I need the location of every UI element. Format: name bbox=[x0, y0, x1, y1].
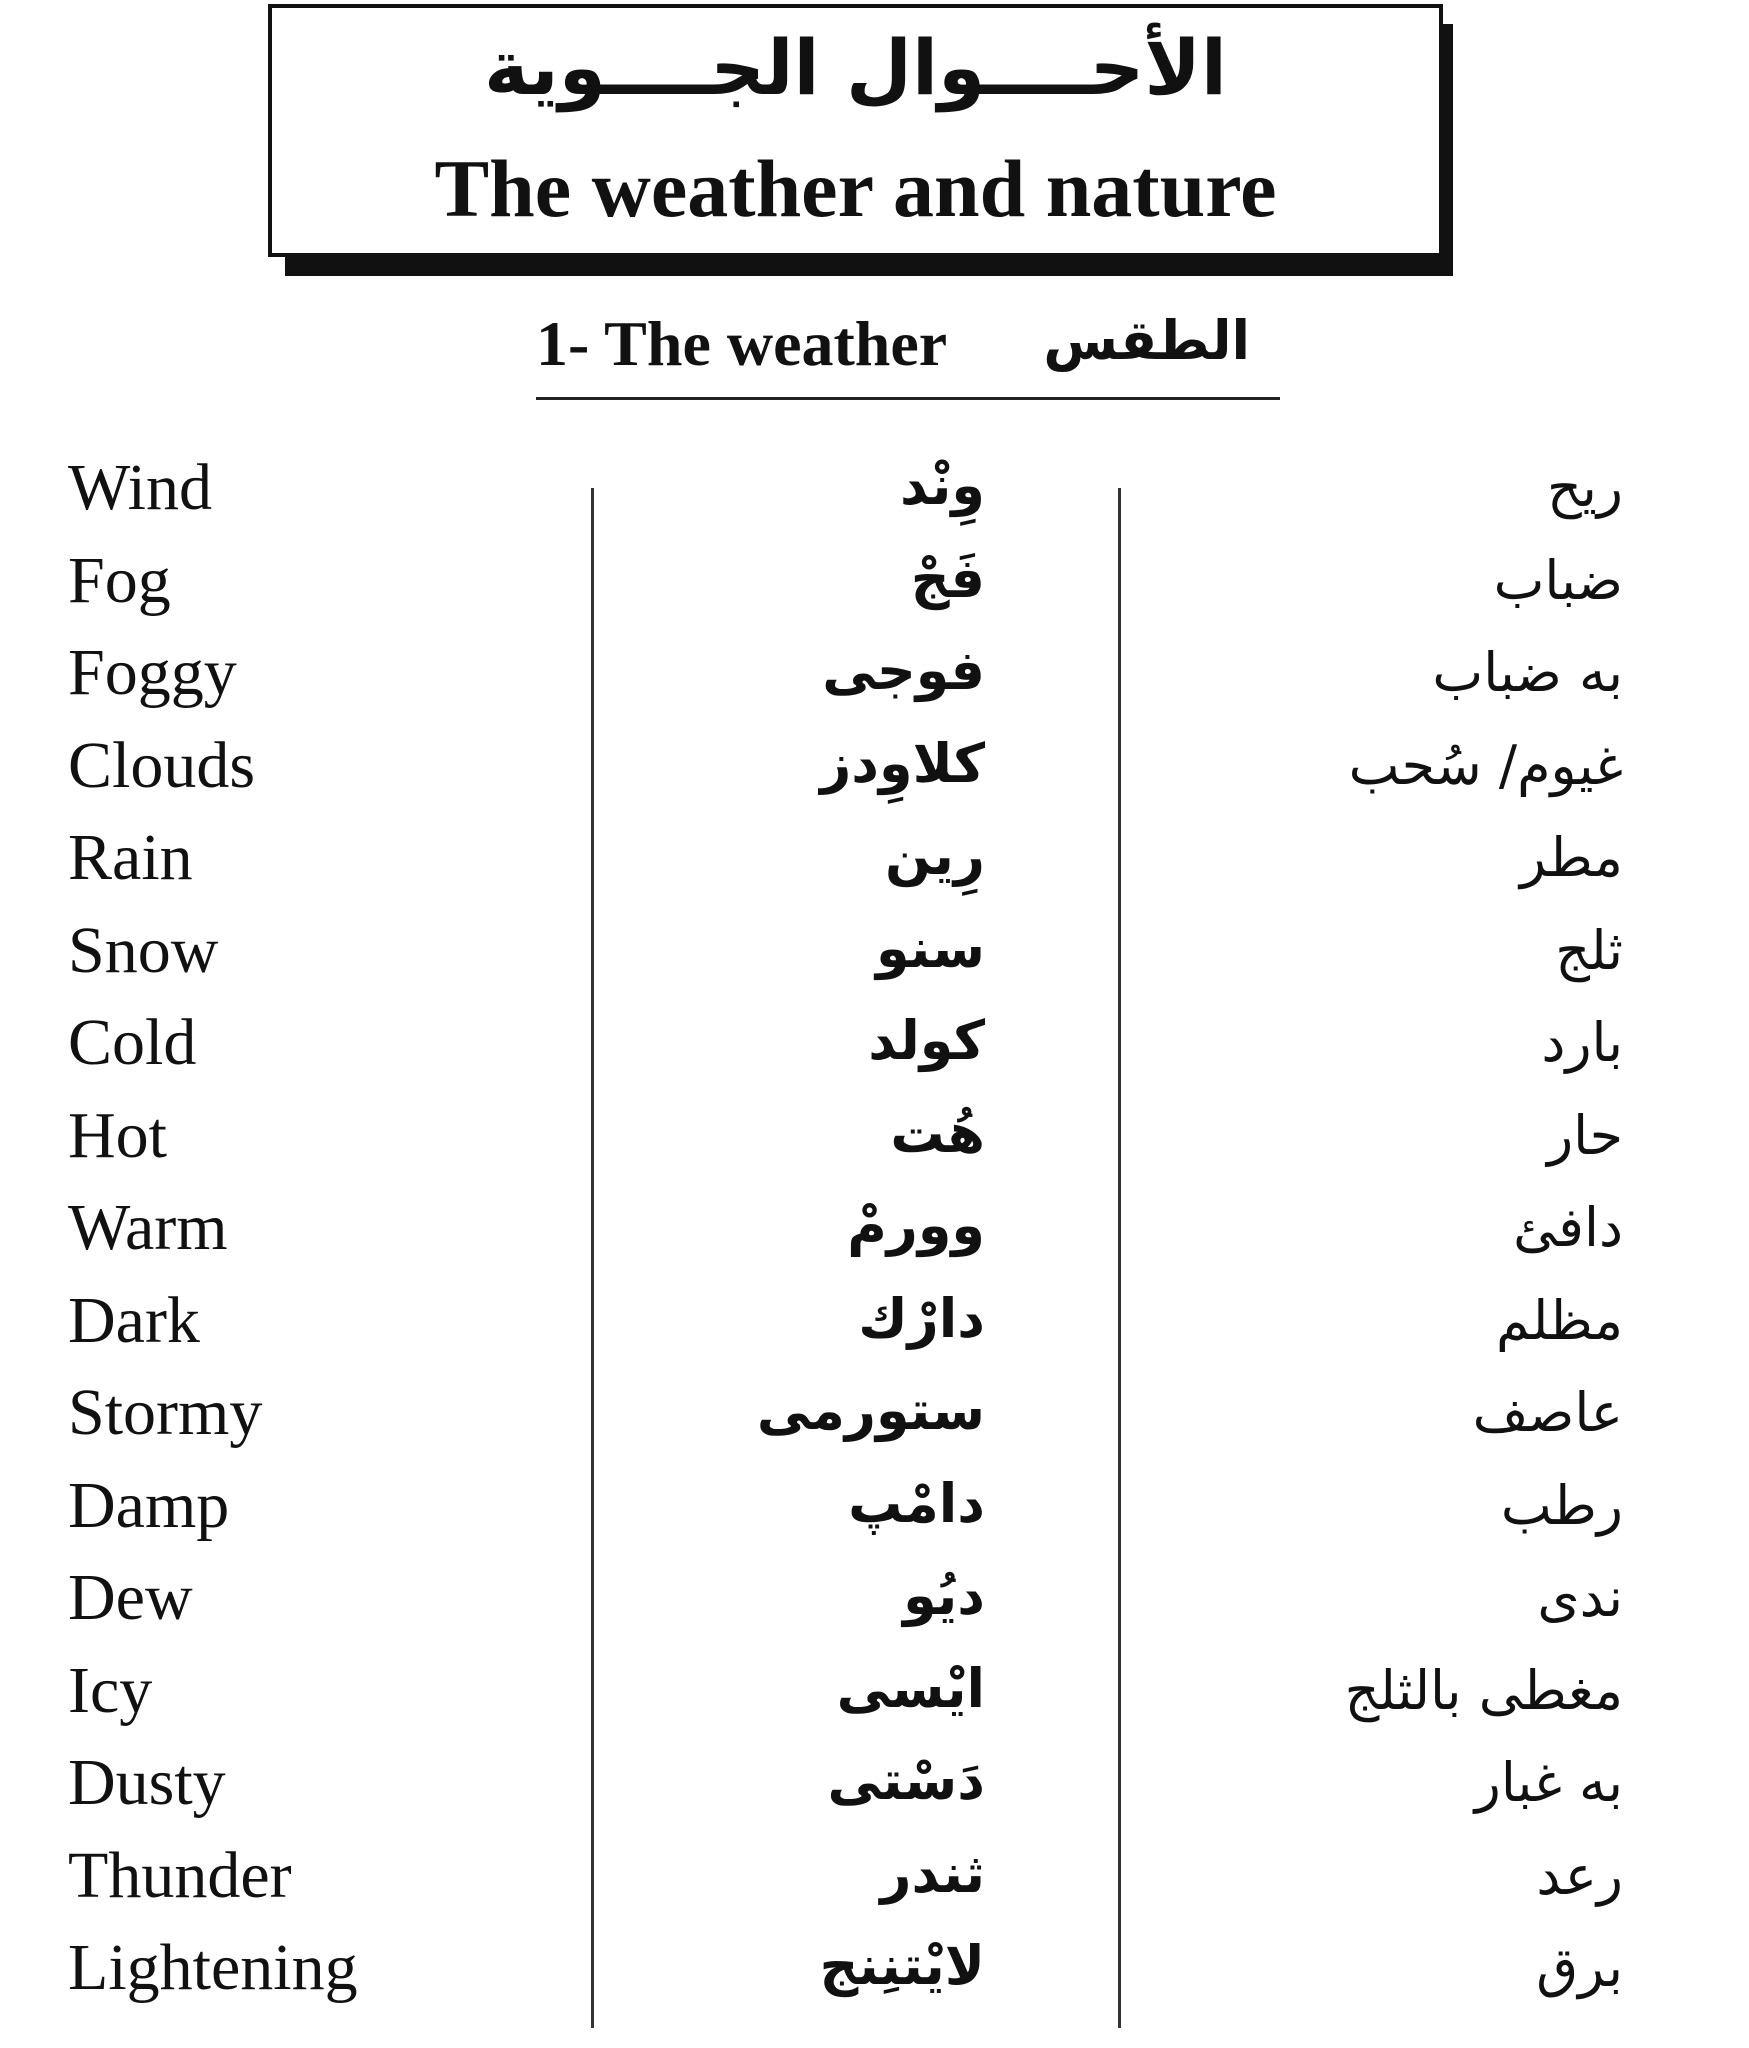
vocabulary-row bbox=[0, 821, 1749, 917]
section-title-english: 1- The weather bbox=[536, 308, 948, 379]
english-word: Warm bbox=[68, 1191, 228, 1264]
vocabulary-row bbox=[0, 1099, 1749, 1195]
pronunciation: ستورمى bbox=[756, 1379, 985, 1442]
english-word: Cold bbox=[68, 1006, 197, 1079]
english-word: Fog bbox=[68, 544, 171, 617]
pronunciation: كولد bbox=[868, 1009, 985, 1072]
english-word: Dusty bbox=[68, 1746, 226, 1819]
title-box-shadow-bottom bbox=[285, 257, 1453, 276]
arabic-meaning: حار bbox=[1547, 1104, 1623, 1167]
vocabulary-row bbox=[0, 1284, 1749, 1380]
english-word: Clouds bbox=[68, 729, 256, 802]
arabic-meaning: به ضباب bbox=[1432, 641, 1623, 704]
arabic-meaning: ضباب bbox=[1493, 549, 1623, 612]
arabic-meaning: رعد bbox=[1536, 1844, 1623, 1907]
vocabulary-row bbox=[0, 1376, 1749, 1472]
title-box bbox=[268, 4, 1443, 257]
arabic-meaning: رطب bbox=[1500, 1474, 1623, 1537]
pronunciation: ديُو bbox=[903, 1564, 985, 1627]
title-box-shadow-side bbox=[1443, 24, 1453, 260]
pronunciation: لايْتنِنج bbox=[819, 1934, 985, 1997]
arabic-meaning: برق bbox=[1536, 1936, 1623, 1999]
pronunciation: وورمْ bbox=[847, 1194, 985, 1257]
vocabulary-row bbox=[0, 1191, 1749, 1287]
pronunciation: ايْسى bbox=[836, 1657, 985, 1720]
pronunciation: رِين bbox=[885, 824, 985, 887]
english-word: Icy bbox=[68, 1654, 153, 1727]
arabic-meaning: ندى bbox=[1537, 1566, 1623, 1629]
vocabulary-row bbox=[0, 1561, 1749, 1657]
vocabulary-row bbox=[0, 914, 1749, 1010]
pronunciation: كلاوِدز bbox=[820, 732, 985, 795]
vocabulary-row bbox=[0, 1469, 1749, 1565]
english-word: Hot bbox=[68, 1099, 167, 1172]
title-arabic: الأحــــوال الجــــوية bbox=[484, 23, 1227, 112]
arabic-meaning: بارد bbox=[1541, 1011, 1623, 1074]
english-word: Thunder bbox=[68, 1839, 292, 1912]
english-word: Dark bbox=[68, 1284, 200, 1357]
pronunciation: ثندر bbox=[880, 1842, 985, 1905]
vocabulary-row bbox=[0, 729, 1749, 825]
vocabulary-row bbox=[0, 636, 1749, 732]
arabic-meaning: به غبار bbox=[1474, 1751, 1623, 1814]
english-word: Snow bbox=[68, 914, 219, 987]
english-word: Wind bbox=[68, 451, 212, 524]
vocabulary-row bbox=[0, 544, 1749, 640]
section-title-arabic: الطقس bbox=[1043, 309, 1250, 372]
pronunciation: دامْپ bbox=[848, 1472, 985, 1535]
pronunciation: وِنْد bbox=[899, 454, 985, 517]
title-english: The weather and nature bbox=[434, 143, 1277, 234]
section-heading bbox=[536, 308, 1280, 400]
english-word: Stormy bbox=[68, 1376, 263, 1449]
english-word: Dew bbox=[68, 1561, 193, 1634]
english-word: Lightening bbox=[68, 1931, 358, 2004]
english-word: Rain bbox=[68, 821, 193, 894]
arabic-meaning: ثلج bbox=[1555, 919, 1623, 982]
arabic-meaning: مطر bbox=[1519, 826, 1623, 889]
vocabulary-row bbox=[0, 451, 1749, 547]
pronunciation: فوجى bbox=[822, 639, 985, 702]
vocabulary-row bbox=[0, 1654, 1749, 1750]
pronunciation: دَسْتى bbox=[827, 1749, 985, 1812]
pronunciation: دارْك bbox=[858, 1287, 985, 1350]
english-word: Foggy bbox=[68, 636, 237, 709]
english-word: Damp bbox=[68, 1469, 230, 1542]
pronunciation: هُت bbox=[890, 1102, 985, 1165]
vocabulary-row bbox=[0, 1839, 1749, 1935]
arabic-meaning: غيوم/ سُحب bbox=[1348, 734, 1623, 797]
arabic-meaning: مغطى بالثلج bbox=[1344, 1659, 1623, 1722]
arabic-meaning: دافئ bbox=[1513, 1196, 1623, 1259]
arabic-meaning: مظلم bbox=[1495, 1289, 1623, 1352]
arabic-meaning: عاصف bbox=[1472, 1381, 1623, 1444]
pronunciation: سنو bbox=[875, 917, 985, 980]
pronunciation: فَجْ bbox=[910, 547, 985, 610]
vocabulary-row bbox=[0, 1931, 1749, 2027]
arabic-meaning: ريح bbox=[1547, 456, 1623, 519]
vocabulary-row bbox=[0, 1006, 1749, 1102]
vocabulary-row bbox=[0, 1746, 1749, 1842]
